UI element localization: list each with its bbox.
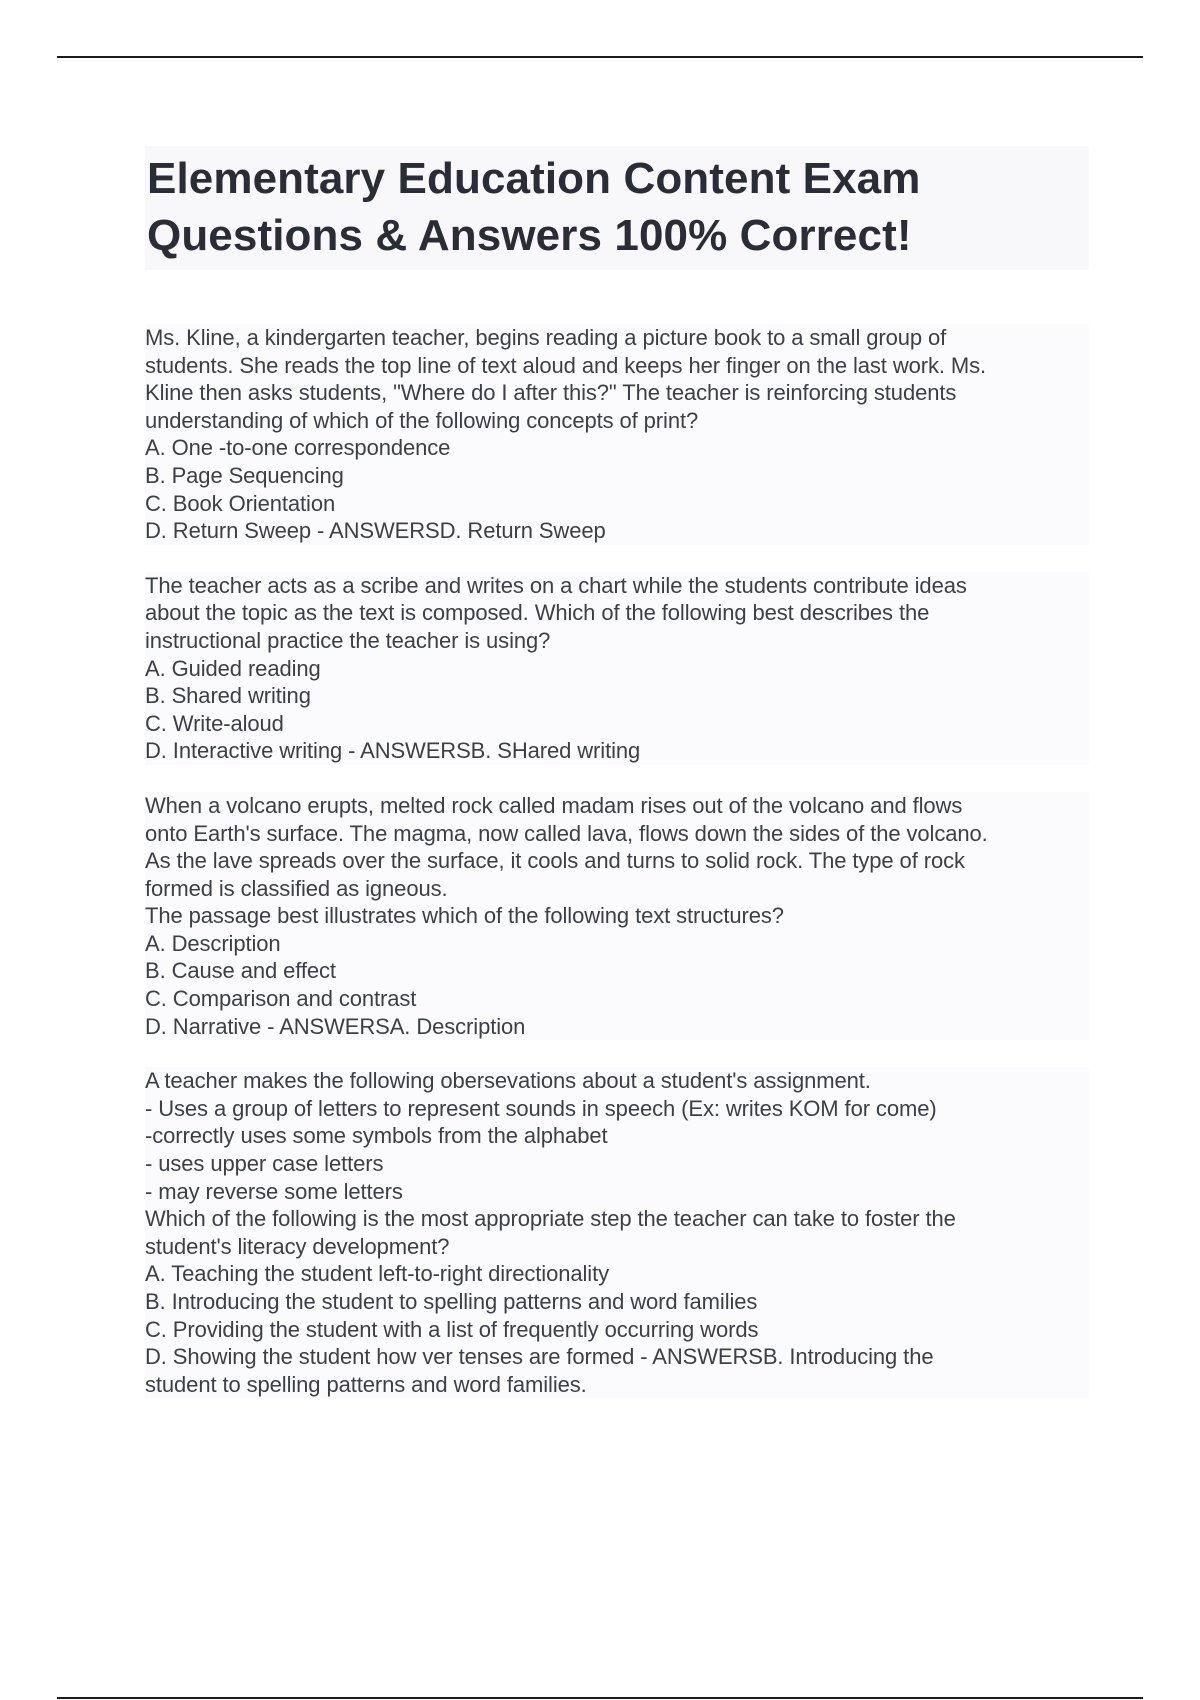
question-line: about the topic as the text is composed. Which of the following best describes the <box>145 600 930 626</box>
question-line: - Uses a group of letters to represent sounds in speech (Ex: writes KOM for come) <box>145 1095 937 1121</box>
option-a: A. Teaching the student left-to-right directionality <box>145 1261 609 1287</box>
question-4 <box>145 1067 1089 1398</box>
option-c: C. Write-aloud <box>145 710 284 736</box>
question-line: The passage best illustrates which of the following text structures? <box>145 903 784 929</box>
question-line: - uses upper case letters <box>145 1151 384 1177</box>
option-d-answer: D. Interactive writing - ANSWERSB. SHared writing <box>145 738 641 764</box>
option-d-answer: D. Return Sweep - ANSWERSD. Return Sweep <box>145 518 606 544</box>
option-b: B. Page Sequencing <box>145 462 344 488</box>
question-line: - may reverse some letters <box>145 1178 403 1204</box>
question-2 <box>145 572 1089 765</box>
bottom-rule <box>57 1697 1143 1699</box>
question-line: understanding of which of the following concepts of print? <box>145 407 699 433</box>
option-d-answer: D. Narrative - ANSWERSA. Description <box>145 1013 526 1039</box>
option-c: C. Book Orientation <box>145 490 336 516</box>
option-a: A. Guided reading <box>145 655 321 681</box>
question-line: formed is classified as igneous. <box>145 875 448 901</box>
question-line: -correctly uses some symbols from the alphabet <box>145 1123 608 1149</box>
option-c: C. Comparison and contrast <box>145 986 417 1012</box>
option-d-answer: D. Showing the student how ver tenses are formed - ANSWERSB. Introducing the <box>145 1344 934 1370</box>
question-line: As the lave spreads over the surface, it cools and turns to solid rock. The type of rock <box>145 848 965 874</box>
question-line: The teacher acts as a scribe and writes on a chart while the students contribute ideas <box>145 572 967 598</box>
question-line: onto Earth's surface. The magma, now called lava, flows down the sides of the volcano. <box>145 820 988 846</box>
question-line: students. She reads the top line of text aloud and keeps her finger on the last work. Ms. <box>145 352 987 378</box>
option-a: A. One -to-one correspondence <box>145 435 451 461</box>
title-line: Elementary Education Content Exam <box>147 154 921 203</box>
option-b: B. Cause and effect <box>145 958 336 984</box>
option-c: C. Providing the student with a list of frequently occurring words <box>145 1316 759 1342</box>
title-line: Questions & Answers 100% Correct! <box>147 211 912 260</box>
option-b: B. Introducing the student to spelling patterns and word families <box>145 1289 758 1314</box>
option-b: B. Shared writing <box>145 683 311 709</box>
question-line: Kline then asks students, "Where do I after this?" The teacher is reinforcing students <box>145 380 957 406</box>
title-block <box>145 146 1089 270</box>
document-title <box>147 150 1085 264</box>
question-line: student's literacy development? <box>145 1233 450 1259</box>
question-3 <box>145 792 1089 1040</box>
document-body <box>145 146 1089 1425</box>
question-line: Ms. Kline, a kindergarten teacher, begins reading a picture book to a small group of <box>145 325 947 350</box>
question-line: When a volcano erupts, melted rock called madam rises out of the volcano and flows <box>145 792 963 818</box>
option-d-answer-continued: student to spelling patterns and word families. <box>145 1371 587 1397</box>
question-line: Which of the following is the most appropriate step the teacher can take to foster the <box>145 1206 956 1232</box>
top-rule <box>57 56 1143 58</box>
option-a: A. Description <box>145 930 281 956</box>
question-1 <box>145 324 1089 545</box>
question-line: A teacher makes the following obersevations about a student's assignment. <box>145 1068 871 1094</box>
question-line: instructional practice the teacher is using? <box>145 627 551 653</box>
